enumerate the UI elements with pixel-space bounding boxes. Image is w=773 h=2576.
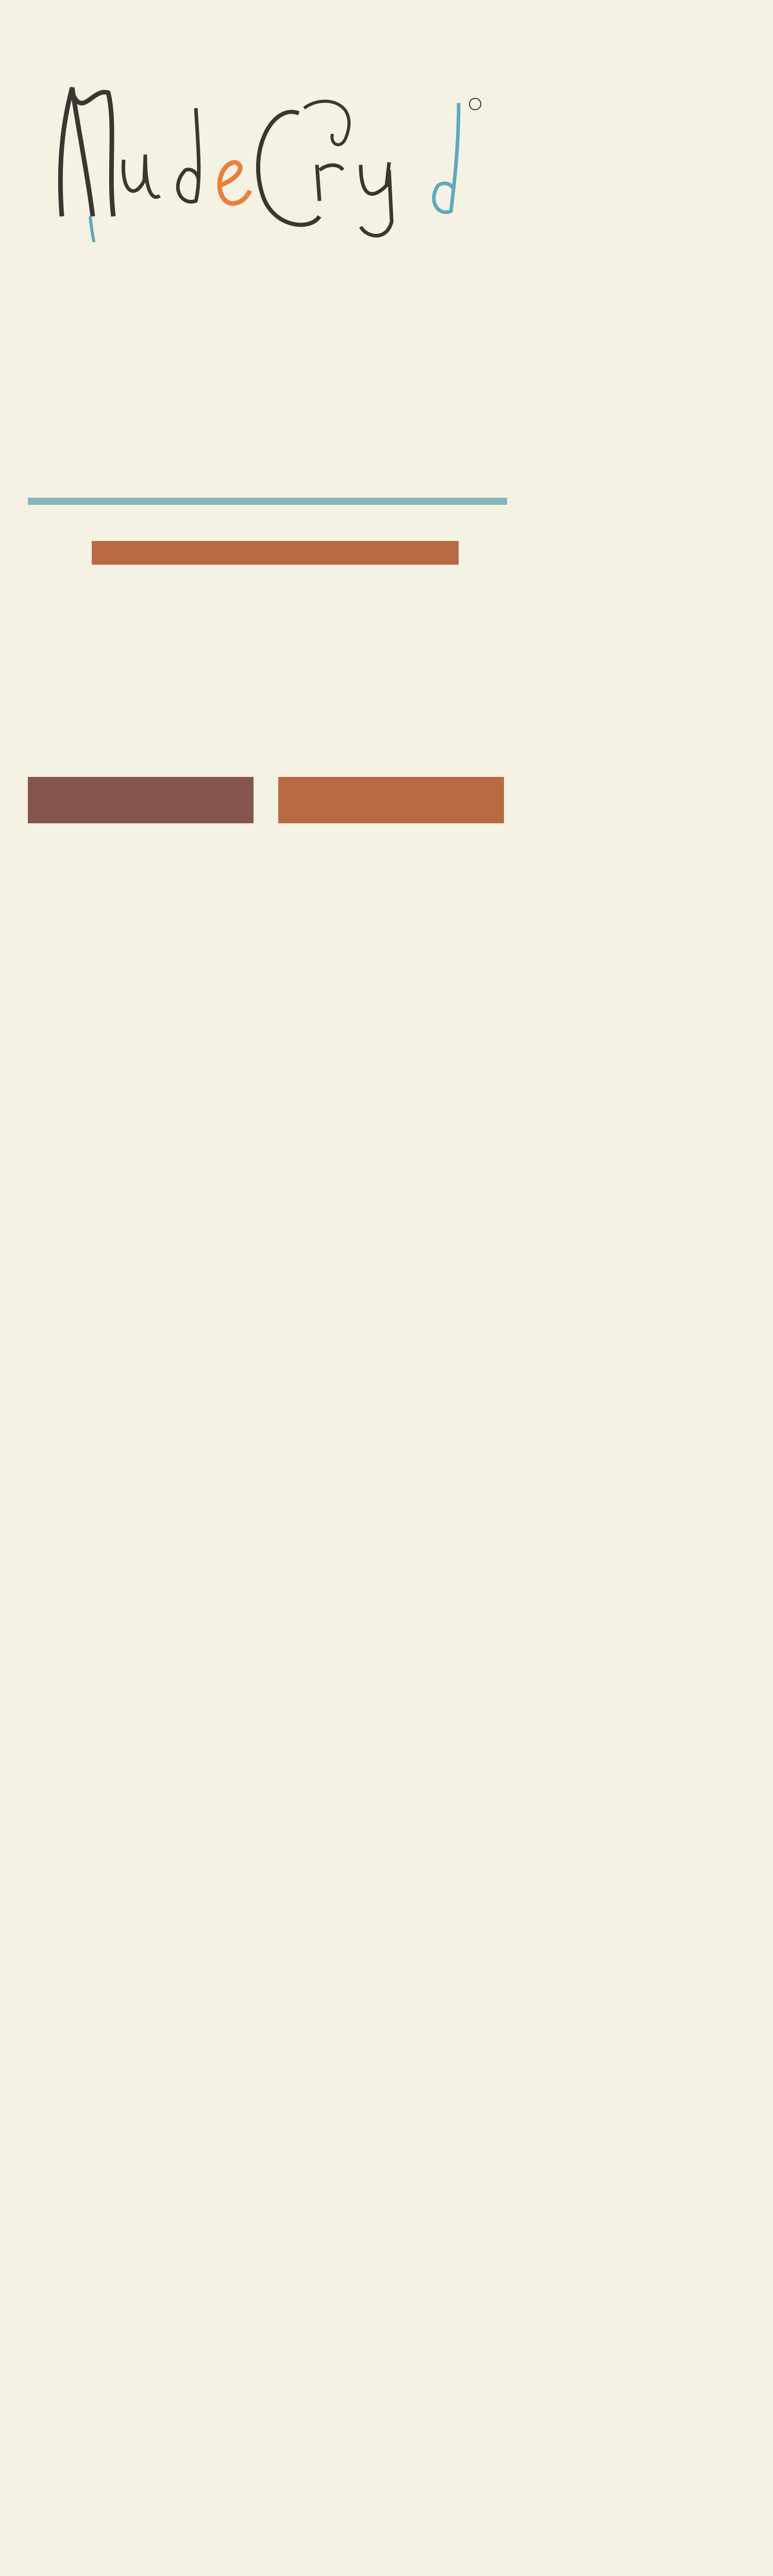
section-header-pidburgher [278, 777, 504, 823]
rimini-inverno-logo [531, 90, 685, 101]
piade-divider [28, 498, 507, 505]
impasto-label [92, 541, 459, 565]
brand-logo [31, 46, 484, 242]
nudecrud-logo-icon [31, 46, 484, 242]
section-header-piade-nudecrud [28, 777, 254, 823]
